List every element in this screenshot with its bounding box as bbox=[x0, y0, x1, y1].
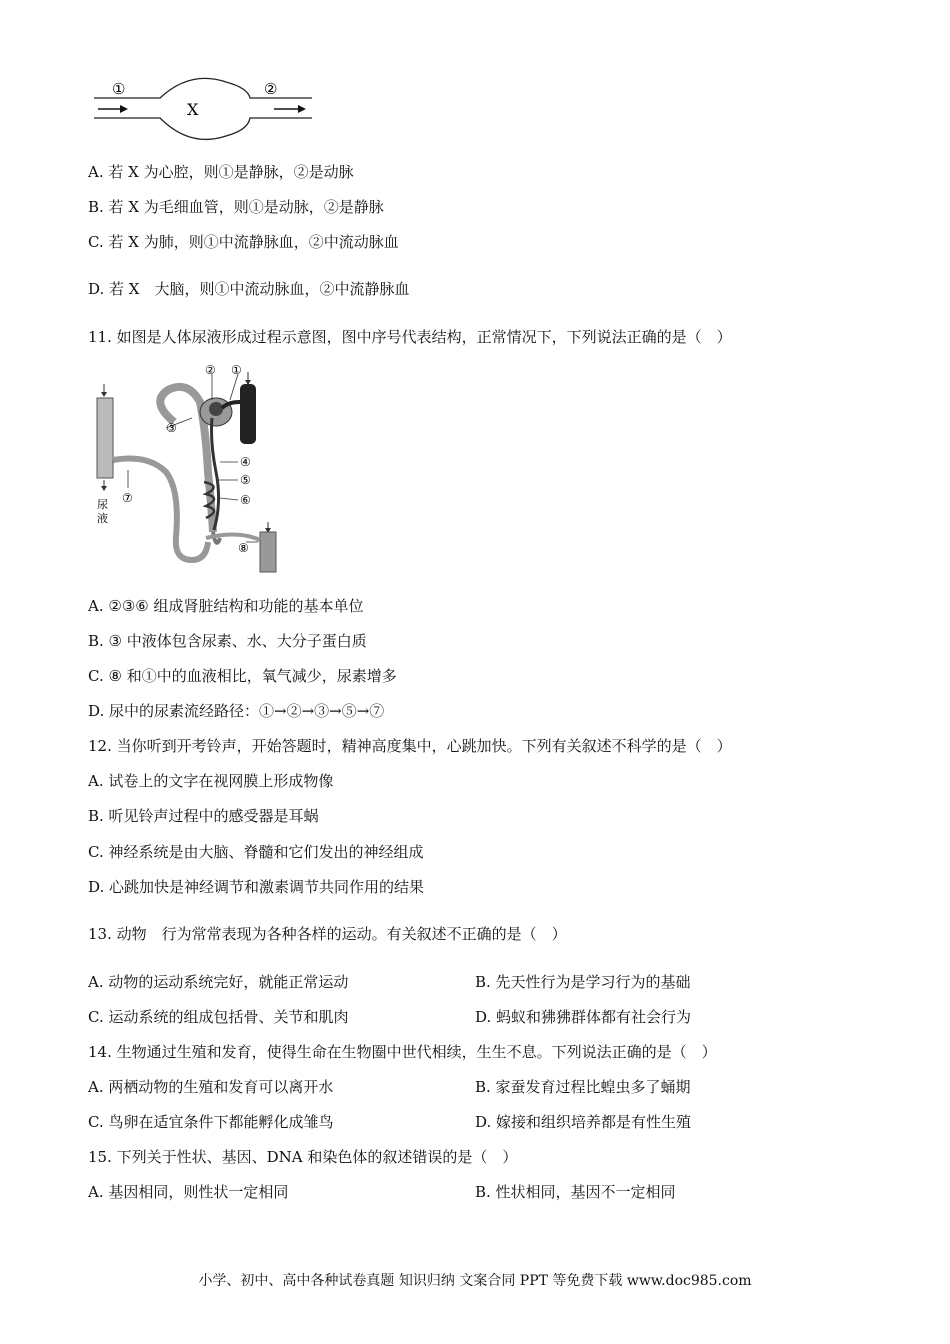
vessel-out-label: ② bbox=[264, 80, 278, 98]
nephron-label-8: ⑧ bbox=[238, 541, 249, 555]
q10-option-c: C. 若 X 为肺，则①中流静脉血，②中流动脉血 bbox=[88, 233, 399, 251]
q15-option-b: B. 性状相同，基因不一定相同 bbox=[475, 1183, 676, 1201]
q11-option-d: D. 尿中的尿素流经路径：①→②→③→⑤→⑦ bbox=[88, 702, 385, 720]
q11-option-b: B. ③ 中液体包含尿素、水、大分子蛋白质 bbox=[88, 632, 367, 650]
q11-option-a: A. ②③⑥ 组成肾脏结构和功能的基本单位 bbox=[88, 597, 364, 615]
q13-stem: 13. 动物 行为常常表现为各种各样的运动。有关叙述不正确的是（ ） bbox=[88, 925, 567, 943]
q12-option-a: A. 试卷上的文字在视网膜上形成物像 bbox=[88, 772, 334, 790]
q13-option-c: C. 运动系统的组成包括骨、关节和肌肉 bbox=[88, 1008, 349, 1026]
urine-label-2: 液 bbox=[97, 512, 108, 525]
q13-option-d: D. 蚂蚁和狒狒群体都有社会行为 bbox=[475, 1008, 692, 1026]
q14-option-a: A. 两栖动物的生殖和发育可以离开水 bbox=[88, 1078, 334, 1096]
q14-option-c: C. 鸟卵在适宜条件下都能孵化成雏鸟 bbox=[88, 1113, 334, 1131]
nephron-label-6: ⑥ bbox=[240, 493, 251, 507]
vessel-diagram bbox=[90, 76, 320, 146]
q12-option-d: D. 心跳加快是神经调节和激素调节共同作用的结果 bbox=[88, 878, 425, 896]
nephron-label-5: ⑤ bbox=[240, 473, 251, 487]
nephron-label-4: ④ bbox=[240, 455, 251, 469]
q15-option-a: A. 基因相同，则性状一定相同 bbox=[88, 1183, 289, 1201]
q10-option-b: B. 若 X 为毛细血管，则①是动脉，②是静脉 bbox=[88, 198, 384, 216]
vessel-center-label: X bbox=[187, 100, 199, 119]
urine-label-1: 尿 bbox=[97, 498, 108, 511]
vessel-in-label: ① bbox=[112, 80, 126, 98]
q14-option-d: D. 嫁接和组织培养都是有性生殖 bbox=[475, 1113, 692, 1131]
q10-option-a: A. 若 X 为心腔，则①是静脉，②是动脉 bbox=[88, 163, 354, 181]
q14-option-b: B. 家蚕发育过程比蝗虫多了蛹期 bbox=[475, 1078, 691, 1096]
nephron-label-7: ⑦ bbox=[122, 491, 133, 505]
nephron-label-2: ② bbox=[205, 363, 216, 377]
q11-stem: 11. 如图是人体尿液形成过程示意图，图中序号代表结构，正常情况下，下列说法正确的是（ ） bbox=[88, 328, 732, 346]
page-footer: 小学、初中、高中各种试卷真题 知识归纳 文案合同 PPT 等免费下载 www.doc985.com bbox=[198, 1273, 752, 1289]
q13-option-a: A. 动物的运动系统完好，就能正常运动 bbox=[88, 973, 349, 991]
nephron-label-1: ① bbox=[231, 363, 242, 377]
q12-option-b: B. 听见铃声过程中的感受器是耳蜗 bbox=[88, 807, 319, 825]
q11-option-c: C. ⑧ 和①中的血液相比，氧气减少，尿素增多 bbox=[88, 667, 397, 685]
q12-stem: 12. 当你听到开考铃声，开始答题时，精神高度集中，心跳加快。下列有关叙述不科学的是（ ） bbox=[88, 737, 732, 755]
q13-option-b: B. 先天性行为是学习行为的基础 bbox=[475, 973, 691, 991]
nephron-label-3: ③ bbox=[166, 421, 177, 435]
q15-stem: 15. 下列关于性状、基因、DNA 和染色体的叙述错误的是（ ） bbox=[88, 1148, 518, 1166]
q10-option-d: D. 若 X 大脑，则①中流动脉血，②中流静脉血 bbox=[88, 280, 410, 298]
q14-stem: 14. 生物通过生殖和发育，使得生命在生物圈中世代相续，生生不息。下列说法正确的是（ ） bbox=[88, 1043, 717, 1061]
q12-option-c: C. 神经系统是由大脑、脊髓和它们发出的神经组成 bbox=[88, 843, 424, 861]
nephron-diagram bbox=[88, 362, 288, 577]
